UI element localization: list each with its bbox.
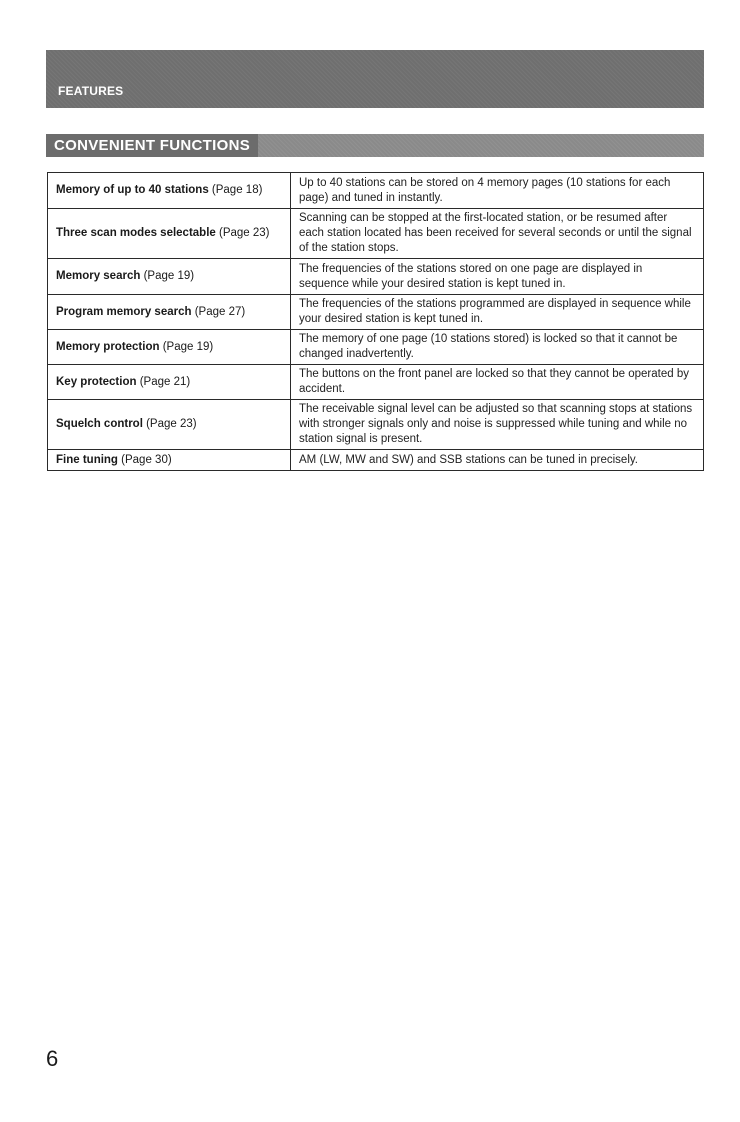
page-number: 6 bbox=[46, 1046, 59, 1071]
feature-page-ref: (Page 23) bbox=[142, 418, 197, 430]
feature-cell bbox=[48, 173, 291, 209]
description-cell: Up to 40 stations can be stored on 4 memory pages (10 stations for each page) and tuned in instantly. bbox=[291, 173, 704, 209]
table-row bbox=[48, 450, 704, 471]
description-cell: The frequencies of the stations programmed are displayed in sequence while your desired station is kept tuned in. bbox=[291, 295, 704, 330]
feature-name: Key protection bbox=[56, 375, 137, 388]
feature-page-ref: (Page 23) bbox=[215, 227, 270, 239]
table-row bbox=[48, 173, 704, 209]
feature-page-ref: (Page 19) bbox=[140, 270, 195, 282]
feature-page-ref: (Page 19) bbox=[159, 340, 214, 353]
description-cell: The receivable signal level can be adjusted so that scanning stops at stations with stronger signals only and noise is suppressed while tuning and while no station signal is present. bbox=[291, 400, 704, 450]
feature-cell bbox=[48, 400, 291, 450]
feature-cell bbox=[48, 330, 291, 365]
feature-name: Fine tuning bbox=[56, 453, 118, 466]
section-band bbox=[46, 134, 704, 157]
table-row bbox=[48, 259, 704, 295]
feature-cell bbox=[48, 259, 291, 295]
feature-cell bbox=[48, 450, 291, 471]
feature-name: Squelch control bbox=[56, 418, 143, 430]
table-row bbox=[48, 400, 704, 450]
table-row bbox=[48, 330, 704, 365]
feature-name: Program memory search bbox=[56, 305, 192, 318]
feature-name: Three scan modes selectable bbox=[56, 227, 216, 239]
table-row bbox=[48, 209, 704, 259]
table-row bbox=[48, 295, 704, 330]
feature-cell bbox=[48, 295, 291, 330]
feature-name: Memory of up to 40 stations bbox=[56, 184, 209, 196]
description-cell: The buttons on the front panel are locked so that they cannot be operated by accident. bbox=[291, 365, 704, 400]
header-band bbox=[46, 50, 704, 108]
feature-name: Memory search bbox=[56, 270, 141, 282]
description-cell: Scanning can be stopped at the first-located station, or be resumed after each station located has been received for several seconds or until the signal of the station stops. bbox=[291, 209, 704, 259]
table-row bbox=[48, 365, 704, 400]
feature-cell bbox=[48, 209, 291, 259]
header-label: FEATURES bbox=[58, 84, 124, 98]
feature-page-ref: (Page 30) bbox=[117, 453, 172, 466]
description-cell: The memory of one page (10 stations stored) is locked so that it cannot be changed inadvertently. bbox=[291, 330, 704, 365]
feature-name: Memory protection bbox=[56, 340, 160, 353]
feature-page-ref: (Page 27) bbox=[191, 305, 246, 318]
description-cell: AM (LW, MW and SW) and SSB stations can be tuned in precisely. bbox=[291, 450, 704, 471]
description-cell: The frequencies of the stations stored on one page are displayed in sequence while your desired station is kept tuned in. bbox=[291, 259, 704, 295]
feature-page-ref: (Page 21) bbox=[136, 375, 191, 388]
section-title: CONVENIENT FUNCTIONS bbox=[46, 134, 258, 157]
feature-page-ref: (Page 18) bbox=[208, 184, 263, 196]
features-table bbox=[47, 172, 704, 471]
feature-cell bbox=[48, 365, 291, 400]
